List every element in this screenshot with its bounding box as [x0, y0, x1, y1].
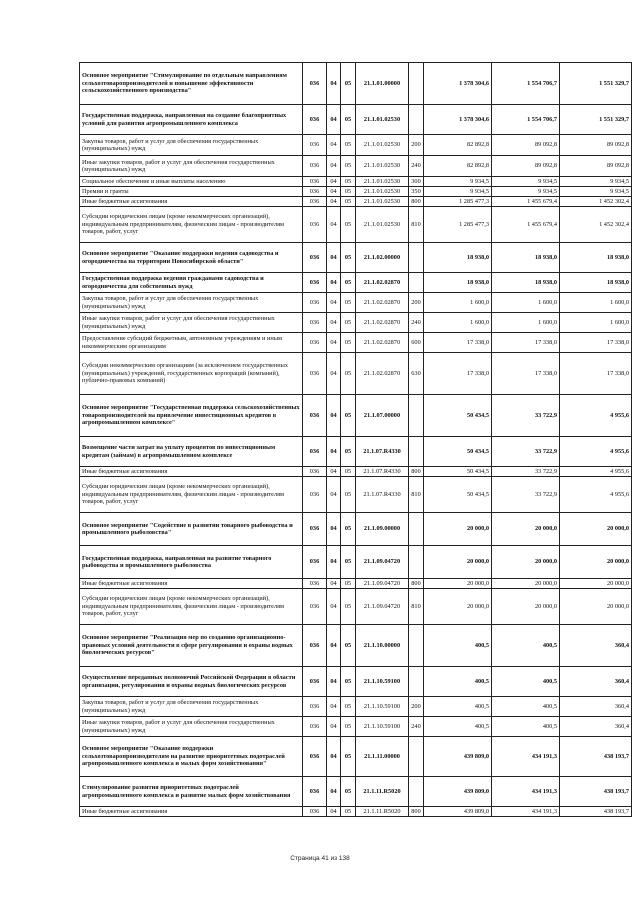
row-amount-year-3: 89 092,8: [560, 135, 632, 156]
row-name: Закупка товаров, работ и услуг для обеспечения государственных (муниципальных) нужд: [80, 135, 303, 156]
row-name: Закупка товаров, работ и услуг для обеспечения государственных (муниципальных) нужд: [80, 697, 303, 717]
row-target-item-code: 21.1.11.00000: [356, 737, 409, 777]
row-amount-year-1: 1 285 477,3: [424, 197, 492, 207]
row-target-item-code: 21.1.10.59100: [356, 717, 409, 737]
row-subsection-code: 05: [341, 273, 356, 293]
row-amount-year-2: 434 191,3: [492, 777, 560, 807]
row-target-item-code: 21.1.02.02870: [356, 353, 409, 395]
row-section-code: 04: [327, 156, 341, 177]
row-expense-type-code: 350: [409, 187, 424, 197]
table-row: [80, 467, 632, 477]
row-expense-type-code: 240: [409, 156, 424, 177]
row-subsection-code: 05: [341, 546, 356, 579]
row-amount-year-3: 18 938,0: [560, 273, 632, 293]
row-amount-year-3: 1 551 329,7: [560, 105, 632, 135]
row-target-item-code: 21.1.10.59100: [356, 697, 409, 717]
row-expense-type-code: [409, 737, 424, 777]
row-target-item-code: 21.1.01.02530: [356, 105, 409, 135]
row-expense-type-code: 240: [409, 717, 424, 737]
row-amount-year-2: 1 600,0: [492, 293, 560, 313]
table-row: [80, 243, 632, 273]
row-expense-type-code: [409, 513, 424, 546]
row-subsection-code: 05: [341, 777, 356, 807]
row-amount-year-1: 439 809,0: [424, 737, 492, 777]
row-amount-year-2: 400,5: [492, 717, 560, 737]
row-target-item-code: 21.1.07.R4330: [356, 477, 409, 513]
row-ministry-code: 036: [303, 437, 327, 467]
row-ministry-code: 036: [303, 105, 327, 135]
row-amount-year-2: 20 000,0: [492, 589, 560, 625]
row-amount-year-3: 4 955,6: [560, 395, 632, 437]
row-amount-year-2: 434 191,3: [492, 737, 560, 777]
row-expense-type-code: 800: [409, 807, 424, 817]
row-amount-year-3: 1 452 302,4: [560, 197, 632, 207]
row-target-item-code: 21.1.09.04720: [356, 589, 409, 625]
row-amount-year-1: 439 809,0: [424, 777, 492, 807]
row-amount-year-3: 438 193,7: [560, 807, 632, 817]
row-ministry-code: 036: [303, 177, 327, 187]
row-subsection-code: 05: [341, 395, 356, 437]
row-section-code: 04: [327, 243, 341, 273]
row-section-code: 04: [327, 589, 341, 625]
row-ministry-code: 036: [303, 513, 327, 546]
row-expense-type-code: [409, 777, 424, 807]
row-expense-type-code: [409, 63, 424, 105]
row-name: Социальное обеспечение и иные выплаты населению: [80, 177, 303, 187]
row-name: Основное мероприятие "Стимулирование по отдельным направлениям сельхозтоваропроизводителей и повышение эффективности сельскохозяйственного производства": [80, 63, 303, 105]
row-target-item-code: 21.1.02.02870: [356, 333, 409, 353]
row-amount-year-1: 18 938,0: [424, 273, 492, 293]
row-ministry-code: 036: [303, 589, 327, 625]
row-section-code: 04: [327, 293, 341, 313]
row-ministry-code: 036: [303, 777, 327, 807]
row-name: Субсидии юридическим лицам (кроме некоммерческих организаций), индивидуальным предпринимателям, физическим лицам - производителям товаров, работ, услуг: [80, 589, 303, 625]
row-section-code: 04: [327, 697, 341, 717]
row-target-item-code: 21.1.07.R4330: [356, 467, 409, 477]
row-section-code: 04: [327, 437, 341, 467]
row-expense-type-code: [409, 625, 424, 667]
row-expense-type-code: [409, 395, 424, 437]
row-target-item-code: 21.1.09.04720: [356, 546, 409, 579]
row-amount-year-2: 33 722,9: [492, 395, 560, 437]
table-row: [80, 293, 632, 313]
row-target-item-code: 21.1.02.02870: [356, 273, 409, 293]
page-number: Страница 41 из 138: [290, 855, 350, 862]
budget-table-body: [80, 63, 632, 817]
row-section-code: 04: [327, 353, 341, 395]
table-row: [80, 697, 632, 717]
row-amount-year-3: 360,4: [560, 697, 632, 717]
table-row: [80, 156, 632, 177]
row-expense-type-code: 240: [409, 313, 424, 333]
row-ministry-code: 036: [303, 156, 327, 177]
row-amount-year-1: 400,5: [424, 667, 492, 697]
row-expense-type-code: [409, 105, 424, 135]
row-amount-year-1: 1 378 304,6: [424, 63, 492, 105]
row-name: Иные закупки товаров, работ и услуг для обеспечения государственных (муниципальных) нужд: [80, 156, 303, 177]
row-name: Иные закупки товаров, работ и услуг для обеспечения государственных (муниципальных) нужд: [80, 313, 303, 333]
row-amount-year-2: 400,5: [492, 697, 560, 717]
row-ministry-code: 036: [303, 467, 327, 477]
row-name: Субсидии некоммерческим организациям (за исключением государственных (муниципальных) учреждений, государственных корпораций (компаний), публично-правовых компаний): [80, 353, 303, 395]
row-amount-year-3: 1 452 302,4: [560, 207, 632, 243]
row-target-item-code: 21.1.01.00000: [356, 63, 409, 105]
row-section-code: 04: [327, 313, 341, 333]
row-target-item-code: 21.1.01.02530: [356, 197, 409, 207]
row-ministry-code: 036: [303, 807, 327, 817]
row-ministry-code: 036: [303, 313, 327, 333]
row-amount-year-1: 20 000,0: [424, 579, 492, 589]
row-target-item-code: 21.1.02.00000: [356, 243, 409, 273]
table-row: [80, 207, 632, 243]
row-name: Субсидии юридическим лицам (кроме некоммерческих организаций), индивидуальным предпринимателям, физическим лицам - производителям товаров, работ, услуг: [80, 207, 303, 243]
row-ministry-code: 036: [303, 737, 327, 777]
row-amount-year-3: 17 338,0: [560, 353, 632, 395]
row-section-code: 04: [327, 207, 341, 243]
row-amount-year-2: 434 191,3: [492, 807, 560, 817]
row-subsection-code: 05: [341, 807, 356, 817]
row-subsection-code: 05: [341, 589, 356, 625]
row-amount-year-1: 400,5: [424, 697, 492, 717]
table-row: [80, 589, 632, 625]
row-section-code: 04: [327, 807, 341, 817]
row-expense-type-code: 300: [409, 177, 424, 187]
row-amount-year-1: 1 600,0: [424, 313, 492, 333]
row-amount-year-1: 400,5: [424, 625, 492, 667]
row-section-code: 04: [327, 395, 341, 437]
row-section-code: 04: [327, 105, 341, 135]
row-ministry-code: 036: [303, 135, 327, 156]
row-target-item-code: 21.1.01.02530: [356, 156, 409, 177]
row-target-item-code: 21.1.01.02530: [356, 135, 409, 156]
row-amount-year-3: 4 955,6: [560, 467, 632, 477]
table-row: [80, 777, 632, 807]
row-section-code: 04: [327, 273, 341, 293]
row-ministry-code: 036: [303, 667, 327, 697]
row-subsection-code: 05: [341, 333, 356, 353]
row-name: Иные бюджетные ассигнования: [80, 807, 303, 817]
table-row: [80, 135, 632, 156]
row-subsection-code: 05: [341, 437, 356, 467]
row-amount-year-3: 20 000,0: [560, 513, 632, 546]
row-amount-year-1: 18 938,0: [424, 243, 492, 273]
row-amount-year-1: 20 000,0: [424, 513, 492, 546]
row-target-item-code: 21.1.10.00000: [356, 625, 409, 667]
row-amount-year-2: 17 338,0: [492, 353, 560, 395]
row-name: Закупка товаров, работ и услуг для обеспечения государственных (муниципальных) нужд: [80, 293, 303, 313]
row-amount-year-1: 400,5: [424, 717, 492, 737]
table-row: [80, 273, 632, 293]
row-ministry-code: 036: [303, 197, 327, 207]
row-subsection-code: 05: [341, 105, 356, 135]
row-expense-type-code: 630: [409, 353, 424, 395]
row-section-code: 04: [327, 625, 341, 667]
row-subsection-code: 05: [341, 293, 356, 313]
row-subsection-code: 05: [341, 63, 356, 105]
row-name: Возмещение части затрат на уплату процентов по инвестиционным кредитам (займам) в агропромышленном комплексе: [80, 437, 303, 467]
row-amount-year-2: 9 934,5: [492, 177, 560, 187]
row-target-item-code: 21.1.01.02530: [356, 207, 409, 243]
row-amount-year-2: 1 554 706,7: [492, 63, 560, 105]
row-section-code: 04: [327, 513, 341, 546]
row-amount-year-3: 4 955,6: [560, 477, 632, 513]
table-row: [80, 313, 632, 333]
row-amount-year-3: 89 092,8: [560, 156, 632, 177]
row-name: Иные закупки товаров, работ и услуг для обеспечения государственных (муниципальных) нужд: [80, 717, 303, 737]
row-amount-year-2: 17 338,0: [492, 333, 560, 353]
row-ministry-code: 036: [303, 293, 327, 313]
row-amount-year-2: 1 554 706,7: [492, 105, 560, 135]
table-row: [80, 717, 632, 737]
row-amount-year-3: 360,4: [560, 667, 632, 697]
row-name: Основное мероприятие "Государственная поддержка сельскохозяйственных товаропроизводителей на привлечение инвестиционных кредитов в агропромышленном комплексе": [80, 395, 303, 437]
row-amount-year-2: 1 600,0: [492, 313, 560, 333]
row-subsection-code: 05: [341, 197, 356, 207]
row-amount-year-3: 20 000,0: [560, 546, 632, 579]
row-amount-year-2: 400,5: [492, 667, 560, 697]
row-section-code: 04: [327, 546, 341, 579]
row-amount-year-2: 18 938,0: [492, 273, 560, 293]
row-target-item-code: 21.1.01.02530: [356, 187, 409, 197]
row-amount-year-3: 360,4: [560, 625, 632, 667]
row-name: Осуществление переданных полномочий Российской Федерации в области организации, регулирования и охраны водных биологических ресурсов: [80, 667, 303, 697]
row-amount-year-3: 9 934,5: [560, 177, 632, 187]
row-section-code: 04: [327, 737, 341, 777]
row-section-code: 04: [327, 63, 341, 105]
row-name: Иные бюджетные ассигнования: [80, 467, 303, 477]
row-name: Основное мероприятие "Оказание поддержки ведения садоводства и огородничества на территории Новосибирской области": [80, 243, 303, 273]
row-ministry-code: 036: [303, 477, 327, 513]
row-name: Стимулирование развития приоритетных подотраслей агропромышленного комплекса и развитие малых форм хозяйствования: [80, 777, 303, 807]
row-section-code: 04: [327, 579, 341, 589]
table-row: [80, 737, 632, 777]
row-name: Иные бюджетные ассигнования: [80, 579, 303, 589]
row-ministry-code: 036: [303, 546, 327, 579]
row-amount-year-1: 50 434,5: [424, 395, 492, 437]
row-amount-year-3: 17 338,0: [560, 333, 632, 353]
row-expense-type-code: 800: [409, 467, 424, 477]
row-subsection-code: 05: [341, 477, 356, 513]
row-ministry-code: 036: [303, 63, 327, 105]
row-section-code: 04: [327, 177, 341, 187]
row-section-code: 04: [327, 197, 341, 207]
table-row: [80, 197, 632, 207]
row-amount-year-1: 439 809,0: [424, 807, 492, 817]
table-row: [80, 437, 632, 467]
row-amount-year-2: 33 722,9: [492, 467, 560, 477]
row-amount-year-3: 438 193,7: [560, 777, 632, 807]
row-name: Государственная поддержка ведения гражданами садоводства и огородничества для собственных нужд: [80, 273, 303, 293]
row-amount-year-2: 20 000,0: [492, 546, 560, 579]
row-amount-year-2: 20 000,0: [492, 513, 560, 546]
row-subsection-code: 05: [341, 353, 356, 395]
row-target-item-code: 21.1.11.R5020: [356, 777, 409, 807]
row-amount-year-1: 82 892,8: [424, 135, 492, 156]
row-target-item-code: 21.1.02.02870: [356, 293, 409, 313]
row-amount-year-2: 1 455 679,4: [492, 197, 560, 207]
row-ministry-code: 036: [303, 187, 327, 197]
row-subsection-code: 05: [341, 697, 356, 717]
row-name: Государственная поддержка, направленная на развитие товарного рыбоводства и промышленного рыболовства: [80, 546, 303, 579]
row-subsection-code: 05: [341, 579, 356, 589]
row-section-code: 04: [327, 777, 341, 807]
row-section-code: 04: [327, 333, 341, 353]
row-section-code: 04: [327, 467, 341, 477]
row-subsection-code: 05: [341, 156, 356, 177]
row-ministry-code: 036: [303, 333, 327, 353]
row-subsection-code: 05: [341, 513, 356, 546]
table-row: [80, 353, 632, 395]
row-amount-year-3: 20 000,0: [560, 579, 632, 589]
row-name: Иные бюджетные ассигнования: [80, 197, 303, 207]
table-row: [80, 807, 632, 817]
row-amount-year-1: 20 000,0: [424, 546, 492, 579]
row-section-code: 04: [327, 667, 341, 697]
row-expense-type-code: [409, 437, 424, 467]
row-amount-year-1: 1 378 304,6: [424, 105, 492, 135]
row-ministry-code: 036: [303, 243, 327, 273]
row-amount-year-2: 18 938,0: [492, 243, 560, 273]
row-amount-year-1: 50 434,5: [424, 477, 492, 513]
row-target-item-code: 21.1.09.04720: [356, 579, 409, 589]
row-subsection-code: 05: [341, 135, 356, 156]
row-section-code: 04: [327, 477, 341, 513]
table-row: [80, 187, 632, 197]
table-row: [80, 477, 632, 513]
row-section-code: 04: [327, 135, 341, 156]
row-subsection-code: 05: [341, 187, 356, 197]
row-expense-type-code: 600: [409, 333, 424, 353]
table-row: [80, 579, 632, 589]
row-ministry-code: 036: [303, 579, 327, 589]
row-expense-type-code: [409, 546, 424, 579]
row-amount-year-1: 17 338,0: [424, 333, 492, 353]
row-target-item-code: 21.1.11.R5020: [356, 807, 409, 817]
row-subsection-code: 05: [341, 177, 356, 187]
row-ministry-code: 036: [303, 717, 327, 737]
row-expense-type-code: 200: [409, 293, 424, 313]
row-amount-year-1: 82 892,8: [424, 156, 492, 177]
row-expense-type-code: 200: [409, 135, 424, 156]
row-amount-year-1: 1 600,0: [424, 293, 492, 313]
row-amount-year-3: 1 600,0: [560, 293, 632, 313]
row-amount-year-3: 4 955,6: [560, 437, 632, 467]
row-amount-year-2: 400,5: [492, 625, 560, 667]
row-subsection-code: 05: [341, 737, 356, 777]
row-expense-type-code: [409, 273, 424, 293]
row-section-code: 04: [327, 717, 341, 737]
table-row: [80, 177, 632, 187]
row-ministry-code: 036: [303, 395, 327, 437]
row-subsection-code: 05: [341, 625, 356, 667]
row-target-item-code: 21.1.01.02530: [356, 177, 409, 187]
table-row: [80, 395, 632, 437]
row-name: Субсидии юридическим лицам (кроме некоммерческих организаций), индивидуальным предпринимателям, физическим лицам - производителям товаров, работ, услуг: [80, 477, 303, 513]
row-expense-type-code: 810: [409, 589, 424, 625]
row-name: Основное мероприятие "Содействие в развитии товарного рыбоводства и промышленного рыболовства": [80, 513, 303, 546]
row-amount-year-1: 9 934,5: [424, 187, 492, 197]
table-row: [80, 513, 632, 546]
table-row: [80, 667, 632, 697]
row-target-item-code: 21.1.10.59100: [356, 667, 409, 697]
row-ministry-code: 036: [303, 353, 327, 395]
row-ministry-code: 036: [303, 207, 327, 243]
row-amount-year-2: 33 722,9: [492, 477, 560, 513]
row-amount-year-3: 20 000,0: [560, 589, 632, 625]
table-row: [80, 546, 632, 579]
row-amount-year-2: 33 722,9: [492, 437, 560, 467]
row-amount-year-1: 1 285 477,3: [424, 207, 492, 243]
row-name: Предоставление субсидий бюджетным, автономным учреждениям и иным некоммерческим организациям: [80, 333, 303, 353]
row-expense-type-code: [409, 243, 424, 273]
row-subsection-code: 05: [341, 313, 356, 333]
row-name: Основное мероприятие "Реализация мер по созданию организационно-правовых условий деятельности в сфере регулирования и охраны водных биологических ресурсов": [80, 625, 303, 667]
row-amount-year-3: 438 193,7: [560, 737, 632, 777]
table-row: [80, 625, 632, 667]
row-target-item-code: 21.1.07.R4330: [356, 437, 409, 467]
row-expense-type-code: 810: [409, 477, 424, 513]
row-amount-year-1: 9 934,5: [424, 177, 492, 187]
row-subsection-code: 05: [341, 667, 356, 697]
row-expense-type-code: [409, 667, 424, 697]
row-amount-year-1: 50 434,5: [424, 437, 492, 467]
row-target-item-code: 21.1.02.02870: [356, 313, 409, 333]
row-subsection-code: 05: [341, 243, 356, 273]
table-row: [80, 333, 632, 353]
row-name: Основное мероприятие "Оказание поддержки сельхозтоваропроизводителям на развитие приоритетных подотраслей агропромышленного комплекса и малых форм хозяйствования": [80, 737, 303, 777]
row-ministry-code: 036: [303, 625, 327, 667]
row-expense-type-code: 200: [409, 697, 424, 717]
row-name: Государственная поддержка, направленная на создание благоприятных условий для развития агропромышленного комплекса: [80, 105, 303, 135]
table-row: [80, 63, 632, 105]
row-expense-type-code: 810: [409, 207, 424, 243]
row-subsection-code: 05: [341, 207, 356, 243]
row-amount-year-3: 360,4: [560, 717, 632, 737]
row-amount-year-1: 20 000,0: [424, 589, 492, 625]
table-row: [80, 105, 632, 135]
row-amount-year-3: 9 934,5: [560, 187, 632, 197]
row-amount-year-2: 89 092,8: [492, 156, 560, 177]
row-expense-type-code: 800: [409, 579, 424, 589]
row-amount-year-1: 50 434,5: [424, 467, 492, 477]
row-ministry-code: 036: [303, 697, 327, 717]
row-section-code: 04: [327, 187, 341, 197]
budget-table: [79, 62, 632, 817]
row-amount-year-2: 89 092,8: [492, 135, 560, 156]
row-expense-type-code: 800: [409, 197, 424, 207]
row-amount-year-3: 1 551 329,7: [560, 63, 632, 105]
row-amount-year-2: 20 000,0: [492, 579, 560, 589]
row-target-item-code: 21.1.07.00000: [356, 395, 409, 437]
row-amount-year-3: 18 938,0: [560, 243, 632, 273]
row-amount-year-3: 1 600,0: [560, 313, 632, 333]
row-subsection-code: 05: [341, 467, 356, 477]
row-amount-year-2: 9 934,5: [492, 187, 560, 197]
row-ministry-code: 036: [303, 273, 327, 293]
row-subsection-code: 05: [341, 717, 356, 737]
row-target-item-code: 21.1.09.00000: [356, 513, 409, 546]
row-amount-year-1: 17 338,0: [424, 353, 492, 395]
row-name: Премии и гранты: [80, 187, 303, 197]
row-amount-year-2: 1 455 679,4: [492, 207, 560, 243]
